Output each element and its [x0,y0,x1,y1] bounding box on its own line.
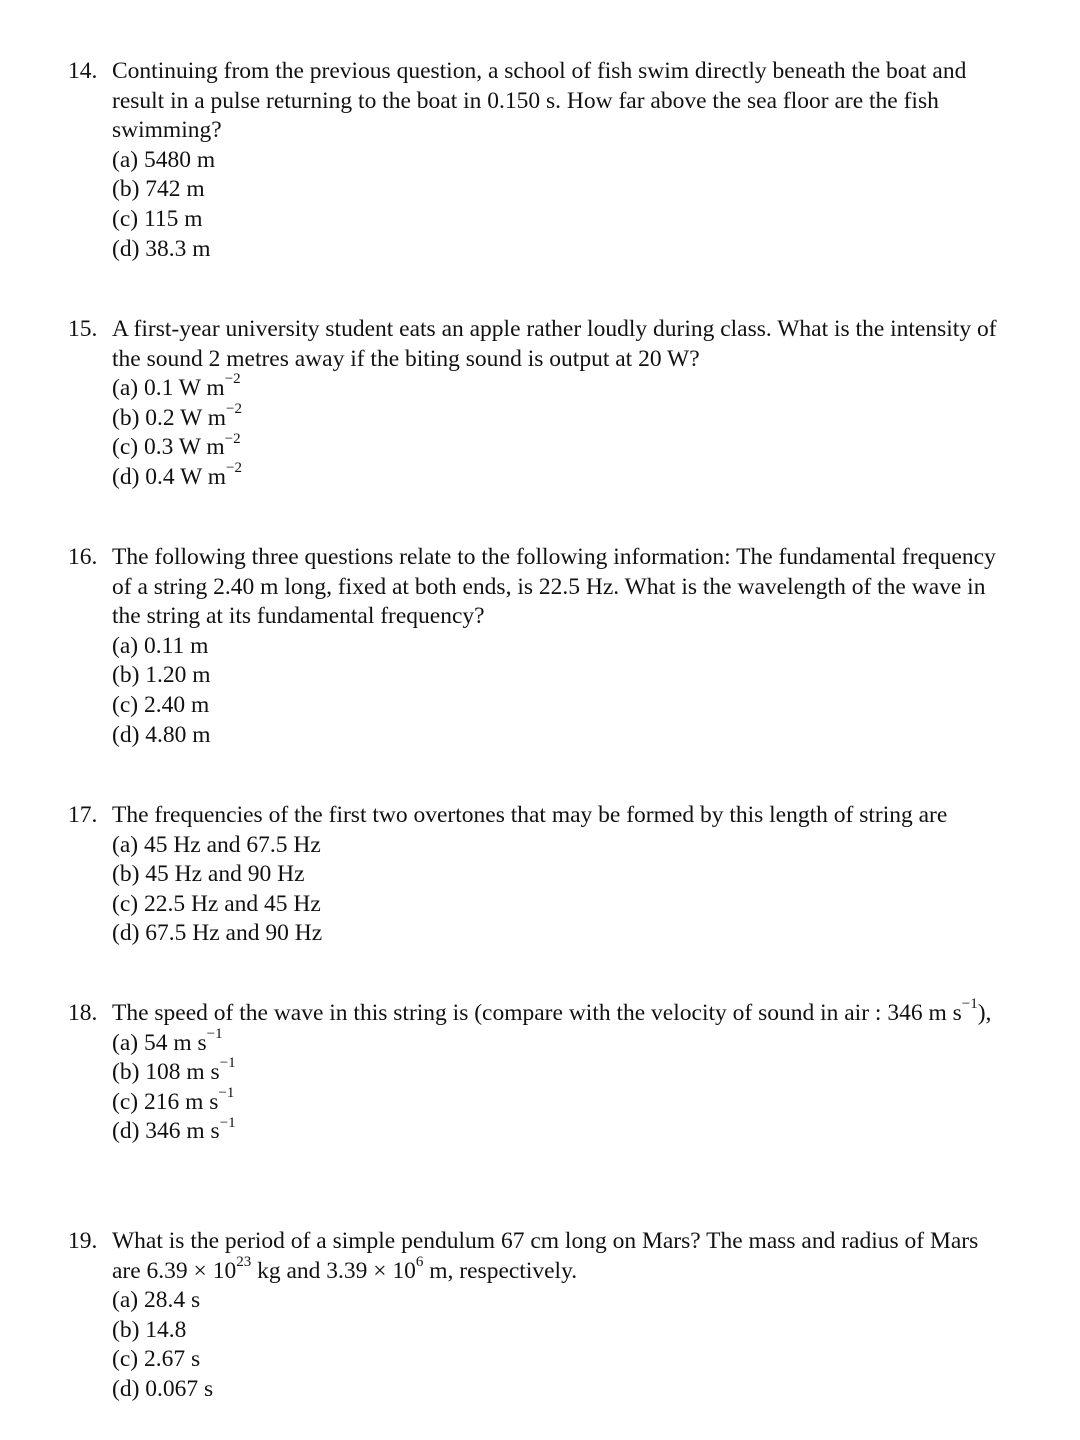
option-b: (b) 14.8 [112,1316,187,1343]
question-17 [68,801,1008,949]
option-d: (d) 67.5 Hz and 90 Hz [112,920,323,947]
option-a: (a) 0.1 W $m^{-2}$ [112,371,241,402]
question-number: 14. [68,58,98,84]
question-18 [68,996,1008,1147]
option-d: (d) 0.067 s [112,1375,214,1402]
question-number: 19. [68,1228,98,1254]
question-number: 17. [68,802,98,828]
option-b: (b) 0.2 W $m^{-2}$ [112,400,242,431]
question-text: The frequencies of the first two overtones that may be formed by this length of string are [112,802,948,828]
option-c: (c) 22.5 Hz and 45 Hz [112,890,321,917]
option-a: (a) 0.11 m [112,632,209,659]
option-c: (c) 216 m $s^{-1}$ [112,1084,235,1115]
option-c: (c) 115 m [112,205,203,232]
option-b: (b) 45 Hz and 90 Hz [112,861,305,888]
option-d: (d) 0.4 W $m^{-2}$ [112,460,242,490]
question-19 [68,1227,1008,1405]
option-d: (d) 346 m $s^{-1}$ [112,1114,236,1145]
question-number: 16. [68,544,98,570]
option-a: (a) 45 Hz and 67.5 Hz [112,831,321,858]
question-text: The speed of the wave in this string is (compare with the velocity of sound in air : 346 m $s^{-1}$), [112,996,992,1026]
question-15 [68,315,1008,493]
question-number: 15. [68,316,98,342]
option-c: (c) 0.3 W $m^{-2}$ [112,430,241,461]
option-d: (d) 38.3 m [112,235,211,262]
option-c: (c) 2.67 s [112,1346,201,1373]
question-16 [68,543,1008,750]
question-text: What is the period of a simple pendulum 67 cm long on Mars? The mass and radius of Mars are $6.39 \times 10^{23}$ kg and $3.39 \times 10^6$ m, respectively. [112,1228,979,1284]
option-a: (a) 28.4 s [112,1287,201,1314]
option-b: (b) 742 m [112,176,205,203]
option-d: (d) 4.80 m [112,721,211,748]
question-text: The following three questions relate to the following information: The fundamental frequency of a string 2.40 m long, fixed at both ends, is 22.5 Hz. What is the wavelength of the wave in the string at its fundamental frequency? [112,544,996,630]
question-14 [68,57,1008,264]
option-b: (b) 1.20 m [112,662,211,689]
question-text: Continuing from the previous question, a school of fish swim directly beneath the boat and result in a pulse returning to the boat in 0.150 s. How far above the sea floor are the fish swimming? [112,58,967,144]
option-c: (c) 2.40 m [112,691,210,718]
option-a: (a) 5480 m [112,146,216,173]
question-number: 18. [68,1000,98,1026]
question-text: A first-year university student eats an apple rather loudly during class. What is the intensity of the sound 2 metres away if the biting sound is output at 20 W? [112,316,997,372]
option-b: (b) 108 m $s^{-1}$ [112,1055,236,1086]
option-a: (a) 54 m $s^{-1}$ [112,1025,223,1056]
